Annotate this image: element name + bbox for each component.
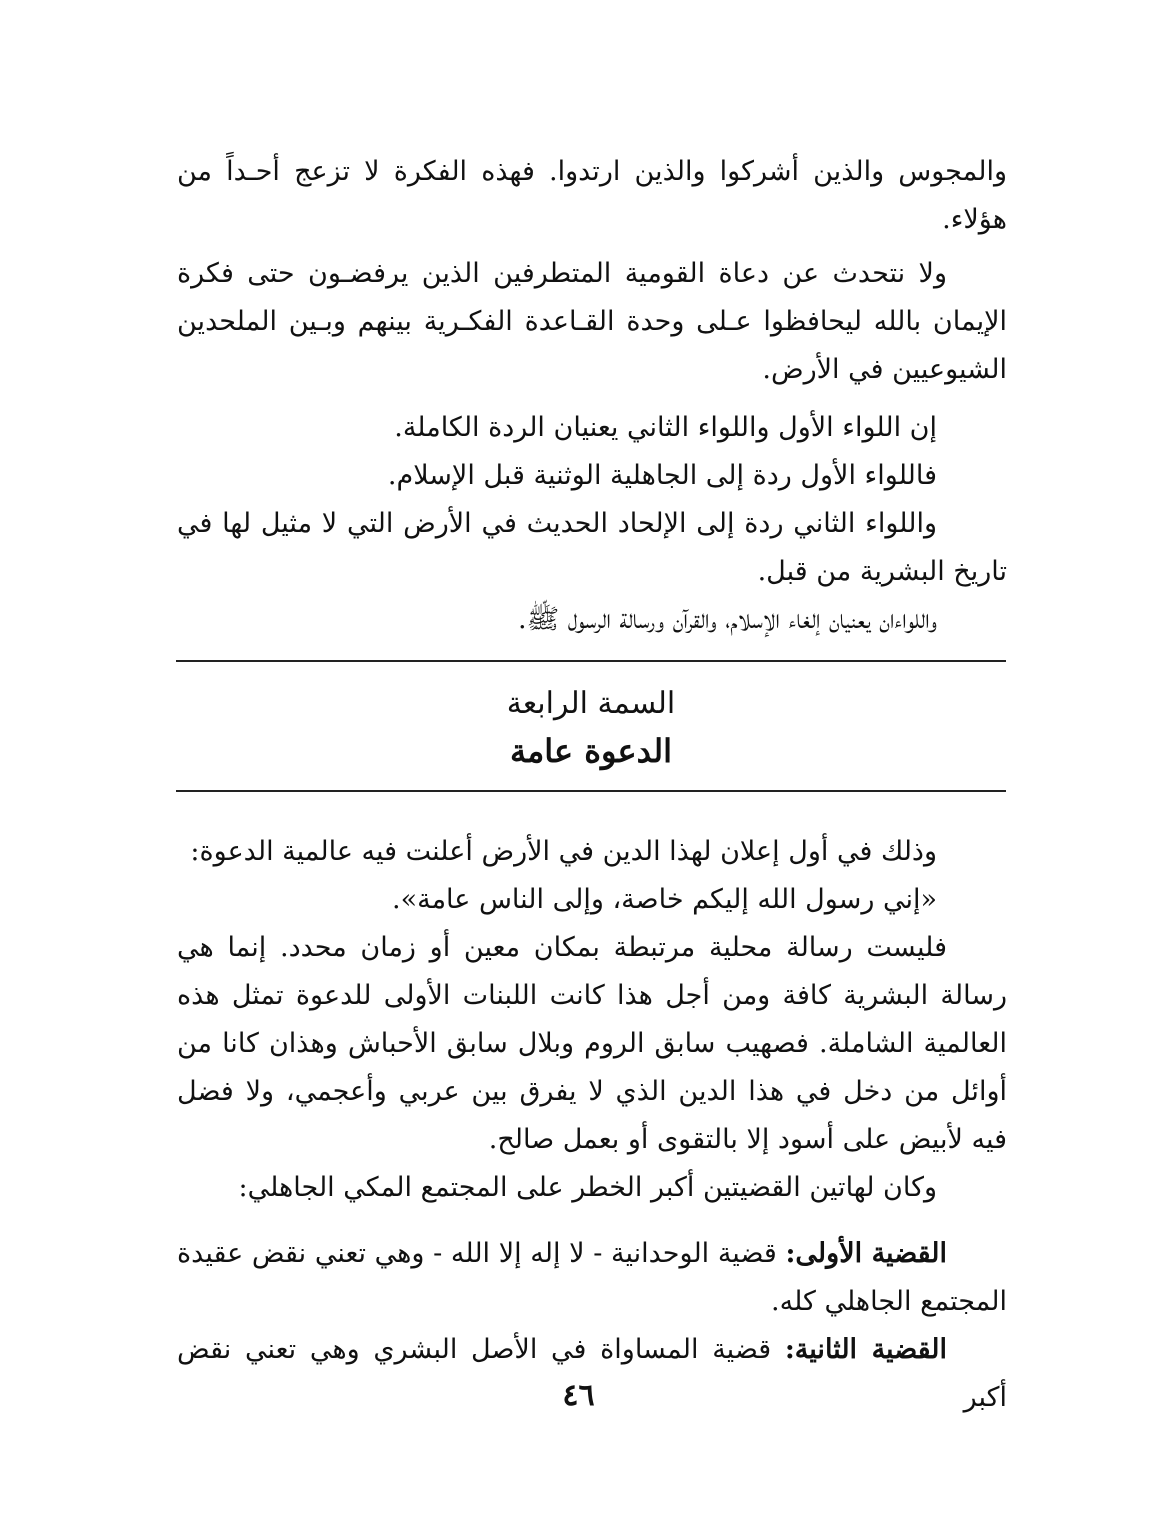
issue-two-text: قضية المساواة في الأصل البشري وهي تعني نقض أكبر [177, 1334, 1007, 1413]
paragraph-two-issues: وكان لهاتين القضيتين أكبر الخطر على المجتمع المكي الجاهلي: [238, 1172, 937, 1203]
paragraph-two-banners: إن اللواء الأول واللواء الثاني يعنيان الردة الكاملة. [394, 412, 937, 443]
issue-one-label: القضية الأولى: [785, 1238, 947, 1269]
section-heading [176, 682, 1006, 776]
paragraph-issue-one [177, 1230, 1007, 1326]
bottom-text-block [177, 828, 1007, 1422]
paragraph-universal-message: فليست رسالة محلية مرتبطة بمكان معين أو زمان محدد. إنما هي رسالة البشرية كافة ومن أجل هذا كانت اللبنات الأولى للدعوة تمثل هذه العالمية الشاملة. فصهيب سابق الروم وبلال سابق الأحباش وهذان كانا من أوائل من دخل في هذا الدين الذي لا يفرق بين عربي وأعجمي، ولا فضل فيه لأبيض على أسود إلا بالتقوى أو بعمل صالح. [177, 932, 1007, 1155]
section-title: الدعوة عامة [509, 732, 673, 770]
page-number: ٤٦ [562, 1378, 595, 1413]
section-label: السمة الرابعة [506, 686, 676, 721]
paragraph-both-banners: واللواءان يعنيان إلغاء الإسلام، والقرآن ورسالة الرسول ﷺ. [518, 604, 937, 635]
top-divider [176, 660, 1006, 662]
bottom-divider [176, 790, 1006, 792]
top-text-block [177, 148, 1007, 644]
issue-two-label: القضية الثانية: [784, 1334, 947, 1365]
paragraph-continued: والمجوس والذين أشركوا والذين ارتدوا. فهذه الفكرة لا تزعج أحـداً من هؤلاء. [177, 156, 1007, 235]
issue-one-text: قضية الوحدانية - لا إله إلا الله - وهي تعني نقض عقيدة المجتمع الجاهلي كله. [177, 1238, 1007, 1317]
paragraph-first-announcement: وذلك في أول إعلان لهذا الدين في الأرض أعلنت فيه عالمية الدعوة: [190, 836, 937, 867]
paragraph-hadith-quote: «إني رسول الله إليكم خاصة، وإلى الناس عامة». [392, 884, 937, 915]
paragraph-nationalists: ولا نتحدث عن دعاة القومية المتطرفين الذين يرفضـون حتى فكرة الإيمان بالله ليحافظوا عـلى وحدة القـاعدة الفكـرية بينهم وبـين الملحدين الشيوعيين في الأرض. [177, 258, 1007, 385]
paragraph-first-banner: فاللواء الأول ردة إلى الجاهلية الوثنية قبل الإسلام. [387, 460, 937, 491]
paragraph-second-banner: واللواء الثاني ردة إلى الإلحاد الحديث في الأرض التي لا مثيل لها في تاريخ البشرية من قبل. [177, 508, 1007, 587]
